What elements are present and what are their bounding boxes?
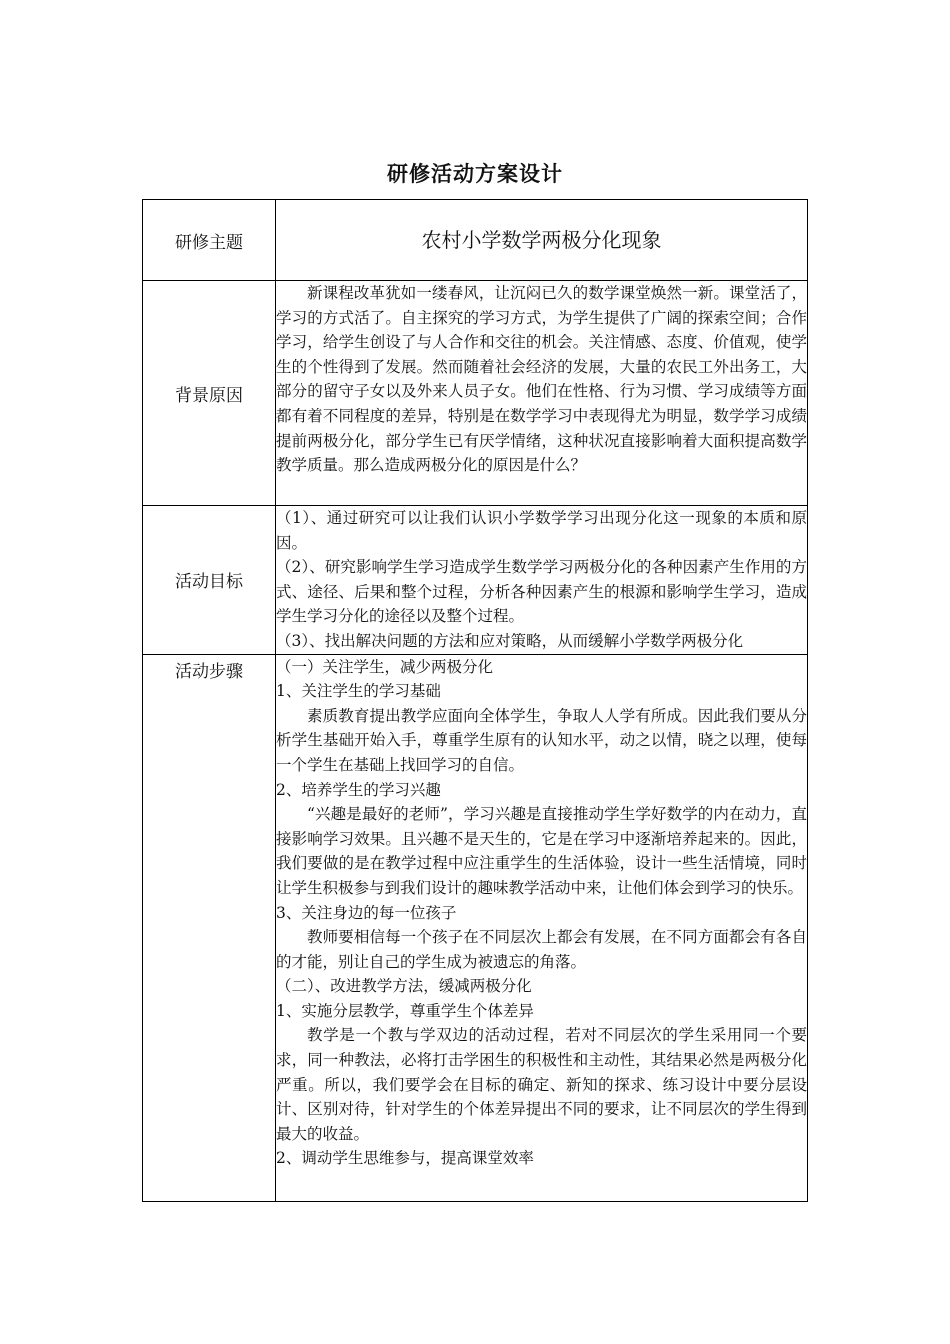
step-paragraph: 教师要相信每一个孩子在不同层次上都会有发展，在不同方面都会有各自的才能，别让自己的学生成为被遗忘的角落。	[276, 928, 807, 971]
step-paragraph: 素质教育提出教学应面向全体学生，争取人人学有所成。因此我们要从分析学生基础开始入手，尊重学生原有的认知水平，动之以情，晓之以理，使每一个学生在基础上找回学习的自信。	[276, 706, 807, 774]
goal-item: （2）、研究影响学生学习造成学生数学学习两极分化的各种因素产生作用的方式、途径、后果和整个过程，分析各种因素产生的根源和影响学生学习，造成学生学习分化的途径以及整个过程。	[276, 558, 807, 626]
step-subheading: 1、关注学生的学习基础	[276, 682, 441, 701]
topic-row	[143, 200, 808, 281]
background-row	[143, 281, 808, 506]
goals-label: 活动目标	[143, 506, 276, 655]
goals-cell	[276, 506, 808, 655]
step-subheading: 2、培养学生的学习兴趣	[276, 780, 441, 799]
step-paragraph: 教学是一个教与学双边的活动过程，若对不同层次的学生采用同一个要求，同一种教法，必将打击学困生的积极性和主动性，其结果必然是两极分化严重。所以，我们要学会在目标的确定、新知的探求、练习设计中要分层设计、区别对待，针对学生的个体差异提出不同的要求，让不同层次的学生得到最大的收益。	[276, 1026, 807, 1143]
steps-cell	[276, 654, 808, 1201]
step-subheading: 3、关注身边的每一位孩子	[276, 903, 457, 922]
document-title: 研修活动方案设计	[387, 161, 563, 186]
topic-label: 研修主题	[143, 200, 276, 281]
step-heading: （二）、改进教学方法，缓减两极分化	[276, 977, 532, 996]
goals-row	[143, 506, 808, 655]
step-subheading: 1、实施分层教学，尊重学生个体差异	[276, 1001, 534, 1020]
topic-value: 农村小学数学两极分化现象	[276, 200, 808, 281]
steps-row	[143, 654, 808, 1201]
goal-item: （1）、通过研究可以让我们认识小学数学学习出现分化这一现象的本质和原因。	[276, 509, 807, 552]
steps-label: 活动步骤	[143, 654, 276, 1201]
step-subheading: 2、调动学生思维参与，提高课堂效率	[276, 1149, 534, 1168]
plan-table	[142, 199, 808, 1202]
goal-item: （3）、找出解决问题的方法和应对策略，从而缓解小学数学两极分化	[276, 631, 744, 650]
background-text: 新课程改革犹如一缕春风，让沉闷已久的数学课堂焕然一新。课堂活了，学习的方式活了。自主探究的学习方式，为学生提供了广阔的探索空间；合作学习，给学生创设了与人合作和交往的机会。关注情感、态度、价值观，使学生的个性得到了发展。然而随着社会经济的发展，大量的农民工外出务工，大部分的留守子女以及外来人员子女。他们在性格、行为习惯、学习成绩等方面都有着不同程度的差异，特别是在数学学习中表现得尤为明显，数学学习成绩提前两极分化，部分学生已有厌学情绪，这种状况直接影响着大面积提高数学教学质量。那么造成两极分化的原因是什么？	[276, 284, 807, 475]
step-heading: （一）关注学生，减少两极分化	[276, 657, 494, 676]
background-cell	[276, 281, 808, 506]
step-paragraph: “兴趣是最好的老师”，学习兴趣是直接推动学生学好数学的内在动力，直接影响学习效果。且兴趣不是天生的，它是在学习中逐渐培养起来的。因此，我们要做的是在教学过程中应注重学生的生活体验，设计一些生活情境，同时让学生积极参与到我们设计的趣味教学活动中来，让他们体会到学习的快乐。	[276, 805, 807, 897]
background-label: 背景原因	[143, 281, 276, 506]
